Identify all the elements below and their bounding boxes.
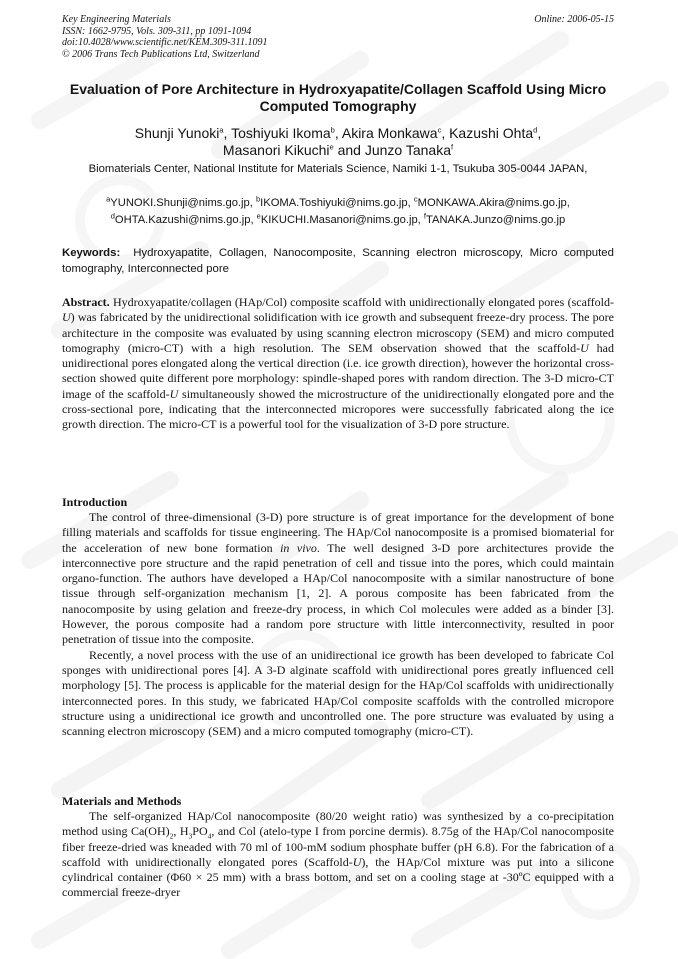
author-name: Akira Monkawa (341, 125, 438, 141)
author-affil-mark: d (533, 125, 538, 135)
paper-title: Evaluation of Pore Architecture in Hydroxyapatite/Collagen Scaffold Using Micro Computed Tomography (69, 81, 607, 114)
email-list (62, 195, 614, 229)
journal-name: Key Engineering Materials (62, 14, 171, 25)
abstract (62, 295, 614, 433)
methods-body (62, 809, 614, 901)
abstract-text: had unidirectional pores elongated along the vertical direction (i.e. ice growth direction), however the horizontal cross-section showed quite different pore morphology: spindle-shaped pores with random direction. The 3-D micro-CT image of the scaffold- (62, 340, 615, 401)
author-name: Toshiyuki Ikoma (231, 125, 331, 141)
email-address[interactable]: TANAKA.Junzo@nims.go.jp (425, 214, 566, 226)
email-address[interactable]: KIKUCHI.Masanori@nims.go.jp (260, 214, 418, 226)
email-separator: , (250, 214, 257, 226)
author-affil-mark: a (219, 125, 224, 135)
email-mark: b (255, 194, 261, 204)
doi-line: doi:10.4028/www.scientific.net/KEM.309-311.1091 (62, 37, 268, 48)
author-name: Shunji Yunoki (134, 125, 220, 141)
abstract-text: ) was fabricated by the unidirectional solidification with ice growth and subsequent freeze-dry process. The pore architecture in the composite was evaluated by using scanning electron microscopy (SEM) and micro computed tomography (micro-CT) with a high resolution. The SEM observation showed that the scaffold- (62, 310, 614, 355)
author-name: Junzo Tanaka (364, 142, 451, 158)
author-affil-mark: e (329, 142, 334, 152)
paragraph-text: . The well designed 3-D pore architectures provide the interconnective pore structure and the rapid penetration of cell and tissue into the pores, which could maintain organo-function. The authors have developed a HAp/Col nanocomposite with a similar nanostructure of bone tissue through self-organization mechanism [1, 2]. A porous composite has been fabricated from the nanocomposite by using gelation and freeze-dry process, in which Col molecules were added as a binder [3]. However, the porous composite had a random pore structure with little interconnectivity, resulted in poor penetration of tissue into the composite. (62, 540, 614, 647)
abstract-label: Abstract. (62, 295, 110, 309)
email-mark: f (423, 211, 426, 221)
author-separator: , (334, 125, 342, 141)
methods-heading: Materials and Methods (62, 794, 182, 808)
keywords-block (62, 246, 614, 277)
paragraph-text: PO (192, 824, 208, 839)
author-affil-mark: b (330, 125, 335, 135)
subscript: 2 (169, 831, 174, 841)
abstract-text: Hydroxyapatite/collagen (HAp/Col) composite scaffold with unidirectionally elongated pores (scaffold- (112, 295, 615, 309)
introduction-body (62, 510, 614, 739)
email-address[interactable]: OHTA.Kazushi@nims.go.jp (114, 214, 251, 226)
affiliation: Biomaterials Center, National Institute for Materials Science, Namiki 1-1, Tsukuba 305-0044 JAPAN, (88, 163, 588, 175)
paragraph-text: ), the HAp/Col mixture was put into a silicone cylindrical container (Φ60 × 25 mm) with a brass bottom, and set on a cooling stage at -30ºC equipped with a commercial freeze-dryer (62, 854, 614, 900)
author-separator: , (537, 125, 542, 141)
abstract-italic: U (62, 310, 71, 325)
email-address[interactable]: IKOMA.Toshiyuki@nims.go.jp (260, 197, 408, 209)
author-affil-mark: f (450, 142, 454, 152)
abstract-italic: U (580, 340, 589, 355)
keywords-label: Keywords: (62, 247, 121, 259)
abstract-text: simultaneously showed the microstructure of the unidirectionally elongated pore and the cross-sectional pore, indicating that the interconnected micropores were successfully fabricated along the ice growth direction. The micro-CT is a powerful tool for the visualization of 3-D pore structure. (62, 386, 615, 432)
abstract-italic: U (169, 386, 179, 401)
subscript: 3 (188, 831, 193, 841)
author-separator: and (333, 142, 365, 158)
copyright-line: © 2006 Trans Tech Publications Ltd, Switzerland (62, 48, 260, 60)
subscript: 4 (207, 831, 212, 841)
email-mark: a (106, 194, 111, 204)
email-mark: c (413, 194, 418, 204)
keywords-text: Hydroxyapatite, Collagen, Nanocomposite, Scanning electron microscopy, Micro computed tomography, Interconnected pore (62, 247, 614, 275)
paragraph-text: , H (173, 824, 189, 839)
email-separator: , (417, 214, 424, 226)
email-address[interactable]: YUNOKI.Shunji@nims.go.jp (110, 197, 250, 209)
email-mark: d (110, 211, 115, 221)
author-separator: , (223, 125, 232, 141)
introduction-heading: Introduction (62, 495, 128, 509)
author-affil-mark: c (437, 125, 442, 135)
issn-line: ISSN: 1662-9795, Vols. 309-311, pp 1091-1094 (62, 25, 252, 37)
author-separator: , (441, 125, 450, 141)
paragraph: Recently, a novel process with the use of an unidirectional ice growth has been developed to fabricate Col sponges with unidirectional pores [4]. A 3-D alginate scaffold with unidirectional pores greatly influenced cell morphology [5]. The process is applicable for the material design for the HAp/Col scaffolds with unidirectionally interconnected pores. In this study, we fabricated HAp/Col composite scaffolds with the controlled micropore structure using a unidirectional ice growth and uncontrolled one. The pore structure was evaluated by using a scanning electron microscopy (SEM) and a micro computed tomography (micro-CT). (62, 647, 614, 739)
paragraph-text: The self-organized HAp/Col nanocomposite (80/20 weight ratio) was synthesized by a co-precipitation method using Ca(OH) (62, 809, 614, 839)
author-name: Kazushi Ohta (449, 125, 534, 141)
author-list (62, 125, 614, 159)
paragraph (62, 510, 614, 648)
email-mark: e (256, 211, 261, 221)
paragraph-text: , and Col (atelo-type I from porcine dermis). 8.75g of the HAp/Col nanocomposite fiber freeze-dried was kneaded with 70 ml of 100-mM sodium phosphate buffer (pH 6.8). For the fabrication of a scaffold with unidirectionally elongated pores (Scaffold- (62, 824, 614, 869)
paragraph-text: The control of three-dimensional (3-D) pore structure is of great importance for the development of bone filling materials and scaffolds for tissue engineering. The HAp/Col nanocomposite is a promised biomaterial for the acceleration of new bone formation (62, 510, 614, 555)
author-name: Masanori Kikuchi (222, 142, 330, 158)
italic-text: U (352, 854, 362, 869)
paragraph (62, 809, 614, 901)
journal-header (62, 14, 267, 60)
email-separator: , (249, 197, 256, 209)
online-date: Online: 2006-05-15 (534, 14, 614, 25)
email-address[interactable]: MONKAWA.Akira@nims.go.jp, (417, 197, 570, 209)
italic-text: in vivo (280, 540, 317, 555)
email-separator: , (407, 197, 414, 209)
